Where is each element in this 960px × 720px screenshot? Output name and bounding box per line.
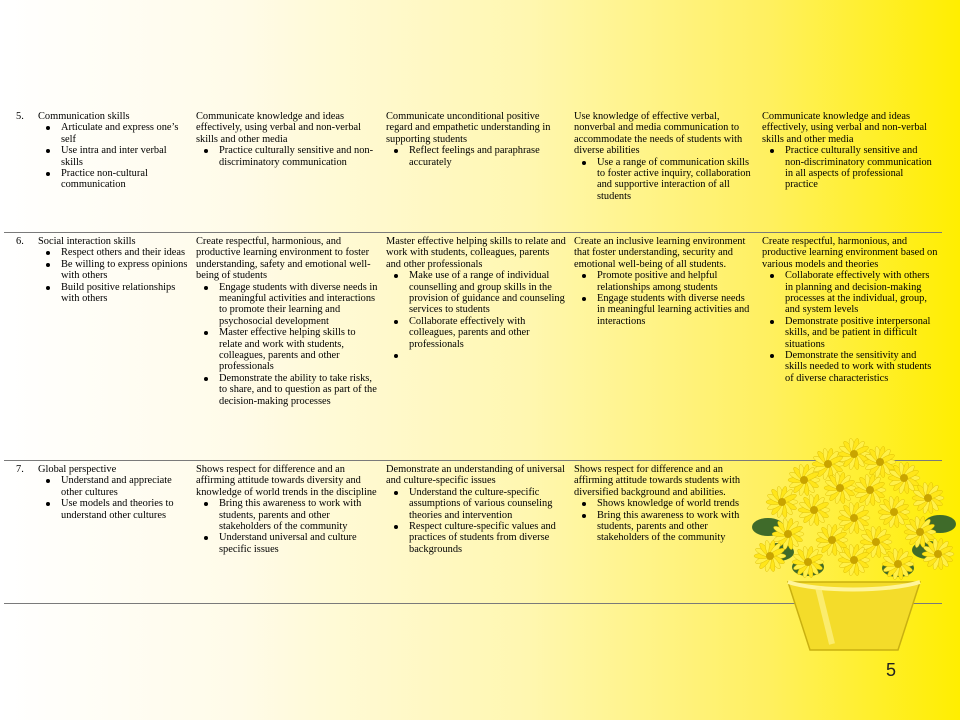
competency-cell bbox=[192, 461, 382, 603]
skill-cell bbox=[4, 233, 192, 460]
chrysanthemum-bloom bbox=[854, 474, 886, 506]
cell-intro: Shows respect for difference and an affirming attitude towards students with diversified background and abilities. bbox=[574, 464, 741, 498]
competency-cell bbox=[758, 108, 942, 232]
cell-bullet: Bring this awareness to work with students, parents and other stakeholders of the community bbox=[196, 498, 378, 532]
skill-bullet: Articulate and express one’s self bbox=[38, 122, 188, 145]
competency-cell bbox=[192, 108, 382, 232]
skill-cell bbox=[4, 461, 192, 603]
skill-cell bbox=[4, 108, 192, 232]
skill-bullet: Be willing to express opinions with others bbox=[38, 259, 188, 282]
row-number: 7. bbox=[16, 464, 24, 475]
row-number: 6. bbox=[16, 236, 24, 247]
skill-title: Social interaction skills bbox=[38, 236, 136, 247]
row-number: 5. bbox=[16, 111, 24, 122]
cell-intro: Master effective helping skills to relate and work with students, colleagues, parents and other professionals bbox=[386, 236, 566, 270]
chrysanthemum-bloom bbox=[878, 496, 910, 528]
skill-bullet: Use models and theories to understand other cultures bbox=[38, 498, 188, 521]
cell-intro: Use knowledge of effective verbal, nonverbal and media communication to accommodate the needs of students with diverse abilities bbox=[574, 111, 743, 157]
cell-bullet bbox=[386, 350, 566, 361]
cell-bullet: Shows knowledge of world trends bbox=[574, 498, 754, 509]
chrysanthemum-bloom bbox=[798, 494, 830, 526]
cell-intro: Communicate knowledge and ideas effectively, using verbal and non-verbal skills and other media bbox=[762, 111, 928, 145]
cell-bullet: Use a range of communication skills to foster active inquiry, collaboration and supportive interaction of all students bbox=[574, 157, 754, 203]
skill-bullet: Respect others and their ideas bbox=[38, 247, 188, 258]
skill-bullet: Understand and appreciate other cultures bbox=[38, 475, 188, 498]
cell-bullet: Respect culture-specific values and practices of students from diverse backgrounds bbox=[386, 521, 566, 555]
cell-bullet: Make use of a range of individual counselling and group skills in the provision of guidance and counseling services to students bbox=[386, 270, 566, 316]
competency-cell bbox=[570, 108, 758, 232]
cell-intro: Demonstrate an understanding of universal and culture-specific issues bbox=[386, 464, 565, 487]
skill-title: Communication skills bbox=[38, 111, 130, 122]
yellow-chrysanthemum-image bbox=[748, 432, 960, 654]
table-row bbox=[4, 233, 942, 461]
skill-bullet: Use intra and inter verbal skills bbox=[38, 145, 188, 168]
cell-bullet: Demonstrate the ability to take risks, to share, and to question as part of the decision-making processes bbox=[196, 373, 378, 407]
cell-bullet: Practice culturally sensitive and non-discriminatory communication bbox=[196, 145, 378, 168]
table-row bbox=[4, 108, 942, 233]
cell-bullet: Collaborate effectively with colleagues, parents and other professionals bbox=[386, 316, 566, 350]
cell-bullet: Promote positive and helpful relationships among students bbox=[574, 270, 754, 293]
skill-bullet: Practice non-cultural communication bbox=[38, 168, 188, 191]
chrysanthemum-bloom bbox=[766, 486, 798, 518]
cell-intro: Communicate knowledge and ideas effectively, using verbal and non-verbal skills and other media bbox=[196, 111, 362, 145]
cell-bullet: Demonstrate the sensitivity and skills needed to work with students of diverse characteristics bbox=[762, 350, 938, 384]
chrysanthemum-bloom bbox=[816, 524, 848, 556]
flower-pot bbox=[788, 582, 920, 650]
skill-bullet: Build positive relationships with others bbox=[38, 282, 188, 305]
cell-intro: Communicate unconditional positive regard and empathetic understanding in supporting students bbox=[386, 111, 551, 145]
cell-bullet: Engage students with diverse needs in meaningful learning activities and interactions bbox=[574, 293, 754, 327]
cell-bullet: Understand the culture-specific assumptions of various counseling theories and intervention bbox=[386, 487, 566, 521]
competency-cell bbox=[570, 233, 758, 460]
cell-bullet: Demonstrate positive interpersonal skills, and be patient in difficult situations bbox=[762, 316, 938, 350]
skill-title: Global perspective bbox=[38, 464, 117, 475]
chrysanthemum-bloom bbox=[838, 502, 870, 534]
competency-cell bbox=[758, 233, 942, 460]
cell-bullet: Reflect feelings and paraphrase accurately bbox=[386, 145, 566, 168]
cell-intro: Shows respect for difference and an affirming attitude towards diversity and knowledge of world trends in the discipline bbox=[196, 464, 377, 498]
competency-cell bbox=[382, 108, 570, 232]
slide-page-number: 5 bbox=[886, 660, 897, 680]
competency-cell bbox=[382, 461, 570, 603]
competency-cell bbox=[192, 233, 382, 460]
competency-cell bbox=[382, 233, 570, 460]
cell-bullet: Master effective helping skills to relate and work with students, colleagues, parents and other professionals bbox=[196, 327, 378, 373]
cell-bullet: Bring this awareness to work with students, parents and other stakeholders of the community bbox=[574, 510, 754, 544]
competency-cell bbox=[570, 461, 758, 603]
cell-intro: Create respectful, harmonious, and productive learning environment based on various models and theories bbox=[762, 236, 938, 270]
cell-bullet: Engage students with diverse needs in meaningful activities and interactions to promote their learning and psychosocial development bbox=[196, 282, 378, 328]
cell-bullet: Practice culturally sensitive and non-discriminatory communication in all aspects of professional practice bbox=[762, 145, 938, 191]
cell-intro: Create an inclusive learning environment that foster understanding, security and emotional well-being of all students. bbox=[574, 236, 746, 270]
cell-intro: Create respectful, harmonious, and productive learning environment to foster understanding, safety and emotional well-being of students bbox=[196, 236, 371, 282]
chrysanthemum-bloom bbox=[882, 548, 914, 580]
cell-bullet: Understand universal and culture specific issues bbox=[196, 532, 378, 555]
cell-bullet: Collaborate effectively with others in planning and decision-making processes at the individual, group, and system levels bbox=[762, 270, 938, 316]
chrysanthemum-bloom bbox=[912, 482, 944, 514]
